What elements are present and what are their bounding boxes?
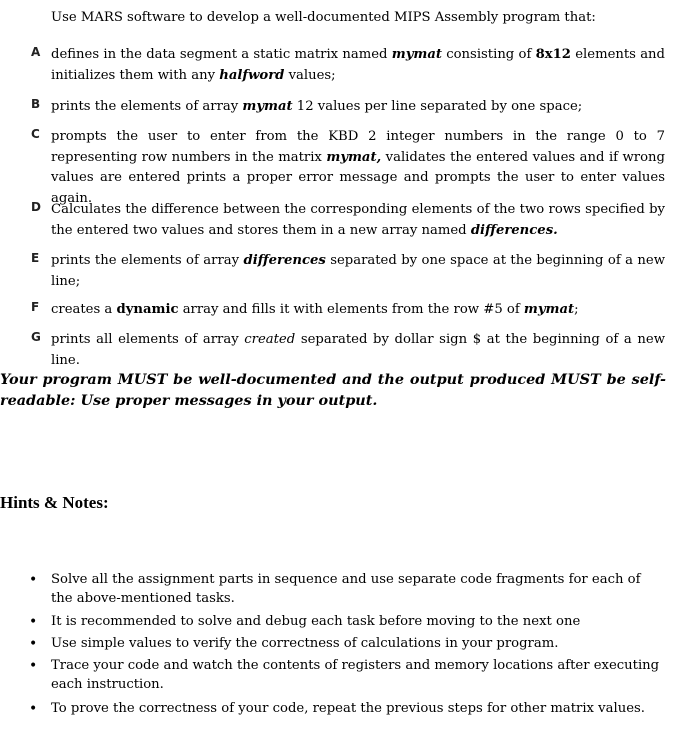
bullet-icon: • [29,701,38,717]
emphasis-text: differences. [470,222,558,238]
task-text [51,300,665,321]
emphasis-text: mymat [242,99,293,114]
bullet-text: Use simple values to verify the correctness of calculations in your program. [51,635,559,651]
hints-heading: Hints & Notes: [0,493,109,512]
bullet-text: It is recommended to solve and debug each task before moving to the next one [51,614,581,629]
task-text [51,127,665,209]
task-text-segment: prints the elements of array [51,253,244,268]
task-text [51,45,665,86]
hints-list [0,571,666,719]
task-letter: F [31,300,40,314]
list-item [0,700,666,719]
task-text-segment: prompts the user to enter from the KBD 2 integer numbers in the range 0 to 7 representing row numbers in the matrix [51,129,665,165]
task-text-segment: separated by one space at the beginning of a new line; [51,253,665,289]
emphasis-text: mymat [391,47,442,62]
list-item [0,571,666,608]
bullet-icon: • [29,658,38,674]
task-text-segment: separated by dollar sign $ at the beginning of a new line. [51,332,665,368]
emphasis-text: differences [243,253,326,268]
task-text-segment: 12 values per line separated by one space; [292,99,583,114]
emphasis-text: mymat, [326,149,382,165]
emphasis-text: halfword [219,67,285,83]
task-text [51,97,665,118]
task-letter: A [31,45,41,59]
intro-text: Use MARS software to develop a well-documented MIPS Assembly program that: [51,10,596,25]
task-text-segment: prints all elements of array [51,332,245,347]
emphasis-text: created [244,332,296,347]
emphasis-text: dynamic [116,302,179,317]
bullet-icon: • [29,572,38,588]
task-letter: D [31,200,41,214]
list-item [0,613,666,632]
bullet-text: Solve all the assignment parts in sequence and use separate code fragments for each of the above-mentioned tasks. [51,572,641,606]
task-text-segment: creates a [51,302,117,317]
list-item [0,635,666,654]
bullet-icon: • [29,635,38,652]
task-text-segment: ; [574,302,579,317]
bullet-icon: • [29,614,38,630]
documentation-note: Your program MUST be well-documented and the output produced MUST be self-readable: Use proper messages in your output. [0,371,666,409]
task-text-segment: consisting of [441,47,536,62]
bullet-text: To prove the correctness of your code, repeat the previous steps for other matrix values. [51,701,645,716]
task-text-segment: array and fills it with elements from the row #5 of [178,302,524,317]
task-letter: B [31,97,41,111]
task-text [51,200,665,241]
bullet-text: Trace your code and watch the contents of registers and memory locations after executing each instruction. [51,658,660,692]
task-text-segment: validates the entered values and if wrong values are entered prints a proper error message and prompts the user to enter values again. [51,149,665,206]
task-text-segment: values; [284,67,336,83]
task-letter: E [31,251,40,265]
task-text-segment: prints the elements of array [51,99,243,114]
emphasis-text: 8x12 [535,47,571,62]
emphasis-text: mymat [523,302,575,317]
list-item [0,657,666,694]
task-text [51,330,665,371]
task-letter: C [31,127,40,141]
task-text-segment: Calculates the difference between the corresponding elements of the two rows specified by the entered two values and stores them in a new array named [51,202,665,238]
task-text [51,251,665,292]
task-letter: G [31,330,41,344]
task-text-segment: defines in the data segment a static matrix named [51,47,392,62]
task-text-segment: elements and initializes them with any [51,47,665,83]
